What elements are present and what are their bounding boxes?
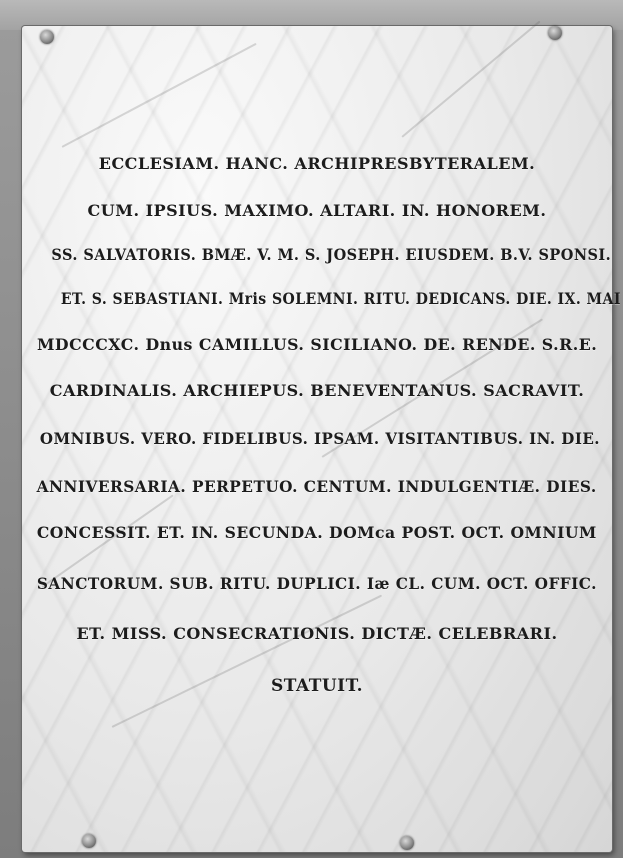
inscription-line-5: MDCCCXC. Dnus CAMILLUS. SICILIANO. DE. RENDE. S.R.E. bbox=[36, 335, 598, 354]
inscription-text bbox=[22, 26, 621, 852]
marble-plaque bbox=[22, 26, 621, 852]
inscription-line-8: ANNIVERSARIA. PERPETUO. CENTUM. INDULGENTIÆ. DIES. bbox=[36, 477, 598, 496]
inscription-line-3: SS. SALVATORIS. BMÆ. V. M. S. JOSEPH. EIUSDEM. B.V. SPONSI. bbox=[51, 245, 612, 264]
inscription-line-11: ET. MISS. CONSECRATIONIS. DICTÆ. CELEBRARI. bbox=[76, 624, 558, 643]
inscription-line-9: CONCESSIT. ET. IN. SECUNDA. DOMca POST. OCT. OMNIUM bbox=[37, 523, 597, 542]
inscription-line-1: ECCLESIAM. HANC. ARCHIPRESBYTERALEM. bbox=[98, 154, 536, 173]
inscription-line-4: ET. S. SEBASTIANI. Mris SOLEMNI. RITU. DEDICANS. DIE. IX. MAI bbox=[60, 289, 621, 308]
inscription-line-2: CUM. IPSIUS. MAXIMO. ALTARI. IN. HONOREM. bbox=[87, 201, 547, 220]
inscription-line-6: CARDINALIS. ARCHIEPUS. BENEVENTANUS. SACRAVIT. bbox=[49, 381, 585, 400]
inscription-line-7: OMNIBUS. VERO. FIDELIBUS. IPSAM. VISITANTIBUS. IN. DIE. bbox=[39, 429, 600, 448]
inscription-line-10: SANCTORUM. SUB. RITU. DUPLICI. Iæ CL. CUM. OCT. OFFIC. bbox=[36, 574, 598, 593]
inscription-line-12: STATUIT. bbox=[270, 676, 364, 696]
